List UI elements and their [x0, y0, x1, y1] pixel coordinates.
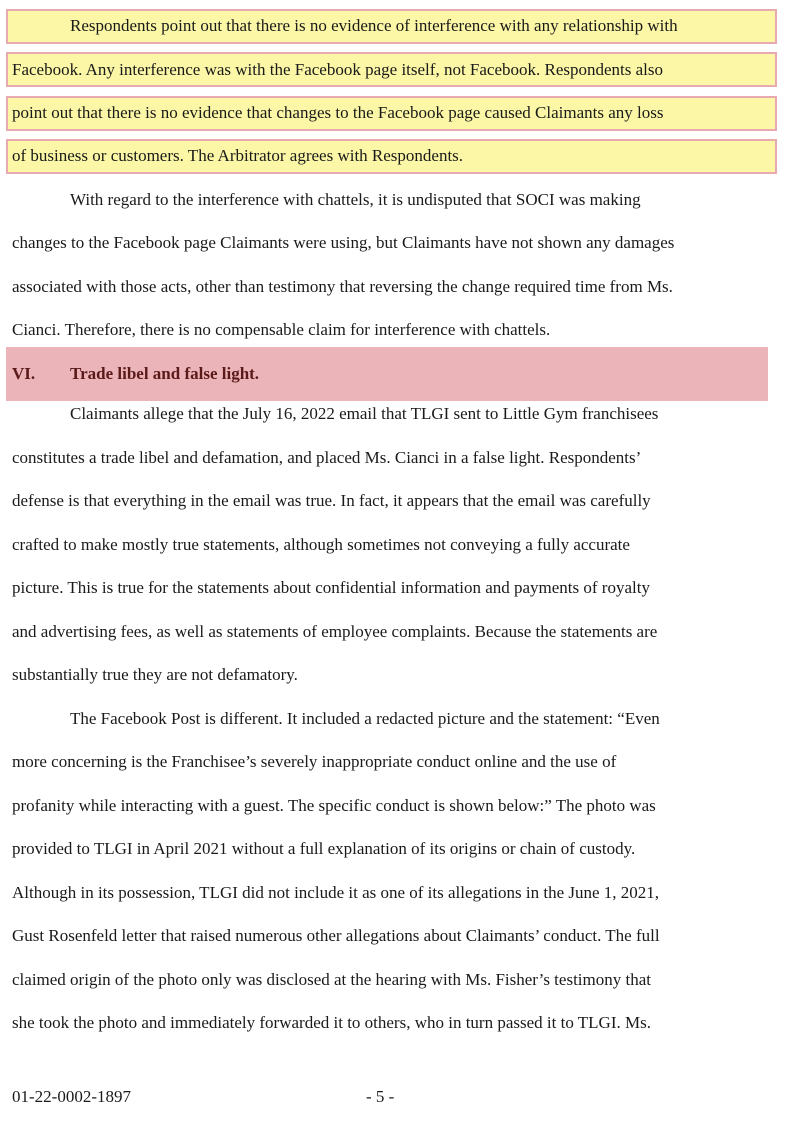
paragraph-line: of business or customers. The Arbitrator agrees with Respondents. — [12, 146, 464, 165]
paragraph-line: claimed origin of the photo only was disclosed at the hearing with Ms. Fisher’s testimony that — [12, 970, 651, 989]
paragraph-line: Although in its possession, TLGI did not include it as one of its allegations in the June 1, 2021, — [12, 883, 660, 902]
paragraph-line: defense is that everything in the email was true. In fact, it appears that the email was carefully — [12, 491, 651, 510]
paragraph-line: associated with those acts, other than testimony that reversing the change required time from Ms. — [12, 277, 673, 296]
paragraph-line: Gust Rosenfeld letter that raised numerous other allegations about Claimants’ conduct. The full — [12, 926, 660, 945]
paragraph-line: changes to the Facebook page Claimants were using, but Claimants have not shown any damages — [12, 233, 675, 252]
paragraph-line: constitutes a trade libel and defamation, and placed Ms. Cianci in a false light. Respondents’ — [12, 448, 642, 467]
paragraph-line: she took the photo and immediately forwarded it to others, who in turn passed it to TLGI. Ms. — [12, 1013, 651, 1032]
paragraph-line: provided to TLGI in April 2021 without a full explanation of its origins or chain of custody. — [12, 839, 636, 858]
paragraph-line: crafted to make mostly true statements, although sometimes not conveying a fully accurate — [12, 535, 630, 554]
paragraph-line: Claimants allege that the July 16, 2022 email that TLGI sent to Little Gym franchisees — [70, 404, 659, 423]
section-number: VI. — [12, 364, 36, 383]
paragraph-line: With regard to the interference with chattels, it is undisputed that SOCI was making — [70, 190, 641, 209]
footer-case-number: 01-22-0002-1897 — [12, 1087, 131, 1106]
paragraph-line: Facebook. Any interference was with the Facebook page itself, not Facebook. Respondents also — [12, 60, 664, 79]
paragraph-line: and advertising fees, as well as statements of employee complaints. Because the statements are — [12, 622, 658, 641]
paragraph-line: more concerning is the Franchisee’s severely inappropriate conduct online and the use of — [12, 752, 617, 771]
paragraph-line: The Facebook Post is different. It included a redacted picture and the statement: “Even — [70, 709, 660, 728]
footer-page-number: - 5 - — [366, 1087, 395, 1106]
section-title: Trade libel and false light. — [70, 364, 260, 383]
paragraph-line: point out that there is no evidence that changes to the Facebook page caused Claimants any loss — [12, 103, 664, 122]
paragraph-line: Cianci. Therefore, there is no compensable claim for interference with chattels. — [12, 320, 551, 339]
paragraph-line: substantially true they are not defamatory. — [12, 665, 298, 684]
paragraph-line: Respondents point out that there is no evidence of interference with any relationship with — [70, 16, 678, 35]
paragraph-line: profanity while interacting with a guest. The specific conduct is shown below:” The photo was — [12, 796, 656, 815]
paragraph-line: picture. This is true for the statements about confidential information and payments of royalty — [12, 578, 650, 597]
